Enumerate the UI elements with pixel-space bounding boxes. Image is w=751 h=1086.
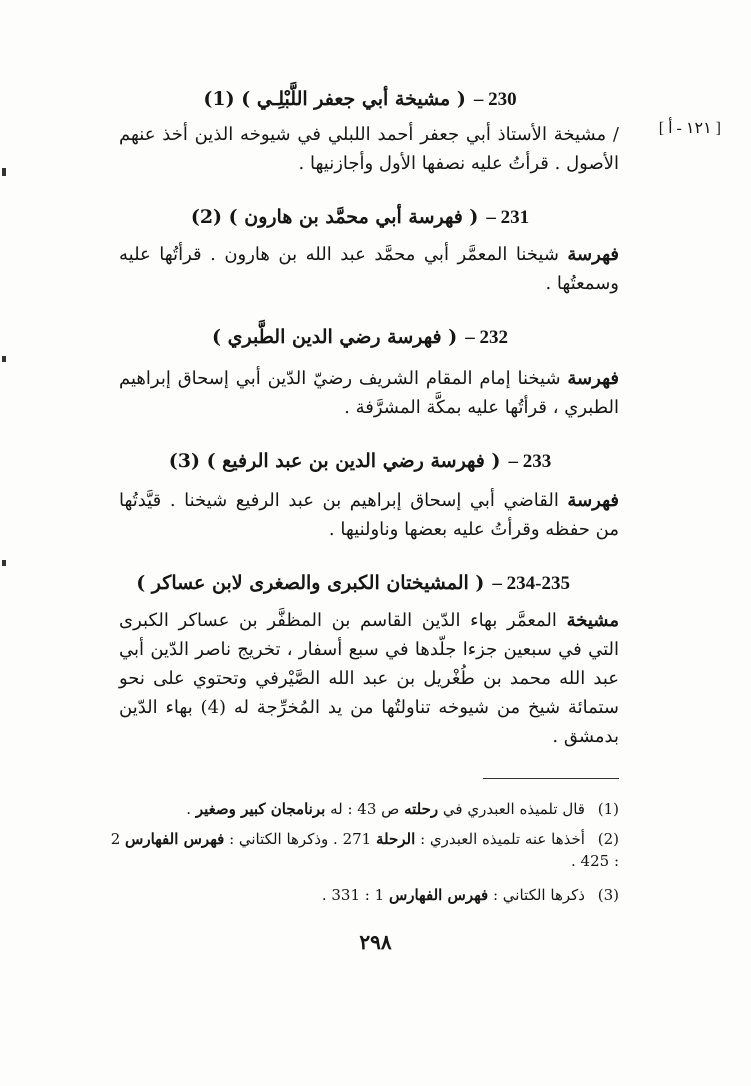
margin-note: [ ١٢١ - أ ]	[658, 120, 721, 137]
entry-title: ( فهرسة رضي الدين بن عبد الرفيع ) (3)	[168, 450, 501, 472]
footnote-text: 271 . وذكرها الكتاني :	[229, 830, 372, 848]
footnote-source: برنامجان كبير وصغير	[195, 800, 326, 818]
entry-lead: فهرسة	[567, 244, 619, 265]
page-number: ٢٩٨	[359, 930, 392, 954]
entry-title: ( المشيختان الكبرى والصغرى لابن عساكر )	[136, 572, 485, 594]
entry-heading	[150, 326, 570, 349]
entry-number: 230 –	[473, 89, 517, 110]
entry-number: 232 –	[465, 327, 508, 348]
entry-text: شيخنا إمام المقام الشريف رضيّ الدّين أبي إسحاق إبراهيم الطبري ، قرأتُها عليه بمكَّة المشرَّفة .	[119, 368, 619, 418]
footnote	[109, 828, 619, 872]
entry-text: / مشيخة الأستاذ أبي جعفر أحمد اللبلي في شيوخه الذين أخذ عنهم الأصول . قرأتُ عليه نصفها الأول وأجازنيها .	[119, 124, 619, 174]
entry-lead: فهرسة	[567, 490, 619, 511]
footnote-text: أخذها عنه تلميذه العبدري :	[420, 830, 585, 848]
footnote-text: ص 43 : له	[330, 800, 400, 818]
footnote-text: قال تلميذه العبدري في	[442, 800, 585, 818]
footnote-source: رحلته	[404, 800, 439, 818]
entry-title: ( فهرسة أبي محمَّد بن هارون ) (2)	[190, 206, 479, 228]
footnote	[109, 798, 619, 820]
entry-text: القاضي أبي إسحاق إبراهيم بن عبد الرفيع شيخنا . قيَّدتُها من حفظه وقرأتُ عليه بعضها وناولنيها .	[119, 490, 619, 540]
footnote-text: ذكرها الكتاني :	[492, 886, 585, 904]
footnote-text: .	[186, 800, 192, 818]
entry-body	[119, 120, 619, 178]
entry-heading	[150, 450, 570, 473]
footnote-rule	[483, 778, 619, 779]
entry-body	[119, 606, 619, 751]
scan-mark	[2, 560, 6, 566]
footnote-number: (1)	[597, 800, 619, 818]
footnote	[109, 884, 619, 906]
entry-lead: فهرسة	[567, 368, 619, 389]
footnote-source: فهرس الفهارس	[125, 830, 225, 848]
footnote-text: 1 : 331 .	[321, 886, 385, 904]
entry-number: 231 –	[486, 207, 530, 228]
entry-heading	[150, 206, 570, 229]
footnote-number: (3)	[597, 886, 619, 904]
entry-title: ( فهرسة رضي الدين الطَّبري )	[212, 326, 458, 348]
footnote-source: فهرس الفهارس	[388, 886, 489, 904]
footnote-text: 2 : 425 .	[110, 830, 619, 870]
entry-body	[119, 486, 619, 544]
entry-heading	[150, 88, 570, 111]
entry-body	[119, 240, 619, 298]
entry-heading	[136, 572, 570, 595]
footnote-number: (2)	[597, 830, 619, 848]
scan-mark	[2, 356, 6, 362]
scan-mark	[2, 168, 6, 176]
entry-title: ( مشيخة أبي جعفر اللَّبْلِـي ) (1)	[203, 88, 466, 110]
entry-text: شيخنا المعمَّر أبي محمَّد عبد الله بن هارون . قرأتُها عليه وسمعتُها .	[119, 244, 619, 294]
entry-number: 233 –	[508, 451, 552, 472]
entry-number: 234-235 –	[492, 573, 570, 594]
entry-body	[119, 364, 619, 422]
entry-text: المعمَّر بهاء الدّين القاسم بن المظفَّر بن عساكر الكبرى التي في سبعين جزءا جلّدها في سبع أسفار ، تخريج ناصر الدّين أبي عبد الله محمد بن طُغْريل بن عبد الله الصَّيْرفي وتحتوي على نحو ستمائة شيخ من شيوخه تناولتُها من يد المُخرِّجة له (4) بهاء الدّين بدمشق .	[119, 610, 619, 747]
footnote-source: الرحلة	[376, 830, 416, 848]
entry-lead: مشيخة	[566, 610, 619, 631]
